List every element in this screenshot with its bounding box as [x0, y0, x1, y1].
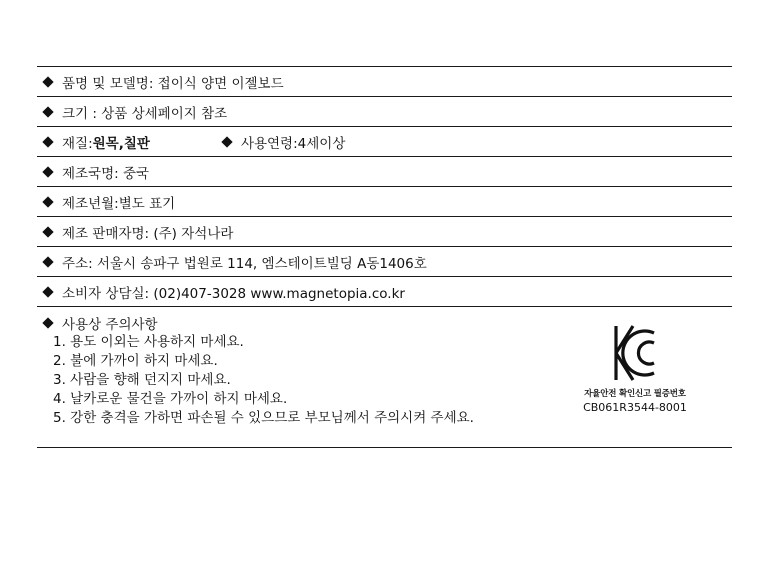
material-label: 재질:	[62, 135, 93, 152]
manufacture-date-text: 제조년월:별도 표기	[62, 195, 176, 212]
info-row-manufacture-date	[37, 186, 732, 216]
caution-item: 3. 사람을 향해 던지지 마세요.	[53, 372, 231, 388]
size-text: 크기 : 상품 상세페이지 참조	[62, 105, 228, 122]
info-row-model	[37, 66, 732, 96]
country-text: 제조국명: 중국	[62, 165, 150, 182]
diamond-bullet-icon	[42, 76, 53, 87]
seller-text: 제조 판매자명: (주) 자석나라	[62, 225, 234, 242]
diamond-bullet-icon	[42, 196, 53, 207]
material-value: 원목,칠판	[92, 135, 150, 152]
age-text: 사용연령:4세이상	[240, 135, 346, 152]
kc-certification-title: 자율안전 확인신고 필증번호	[584, 389, 686, 399]
info-row-country	[37, 156, 732, 186]
kc-certification	[570, 323, 700, 414]
diamond-bullet-icon	[42, 136, 53, 147]
contact-text: 소비자 상담실: (02)407-3028 www.magnetopia.co.kr	[62, 285, 405, 302]
diamond-bullet-icon	[221, 136, 232, 147]
info-row-address	[37, 246, 732, 276]
diamond-bullet-icon	[42, 286, 53, 297]
caution-section	[37, 306, 732, 448]
info-row-size	[37, 96, 732, 126]
caution-item: 2. 불에 가까이 하지 마세요.	[53, 353, 218, 369]
caution-item: 1. 용도 이외는 사용하지 마세요.	[53, 334, 244, 350]
kc-mark-icon	[613, 323, 657, 383]
diamond-bullet-icon	[42, 317, 53, 328]
kc-certification-code: CB061R3544-8001	[583, 401, 687, 414]
caution-item: 4. 날카로운 물건을 가까이 하지 마세요.	[53, 391, 288, 407]
diamond-bullet-icon	[42, 106, 53, 117]
diamond-bullet-icon	[42, 256, 53, 267]
info-row-seller	[37, 216, 732, 246]
diamond-bullet-icon	[42, 226, 53, 237]
address-text: 주소: 서울시 송파구 법원로 114, 엠스테이트빌딩 A동1406호	[62, 255, 427, 272]
model-text: 품명 및 모델명: 접이식 양면 이젤보드	[62, 75, 284, 92]
product-info-sheet	[37, 66, 732, 448]
info-row-contact	[37, 276, 732, 306]
diamond-bullet-icon	[42, 166, 53, 177]
info-row-material	[37, 126, 732, 156]
caution-item: 5. 강한 충격을 가하면 파손될 수 있으므로 부모님께서 주의시켜 주세요.	[53, 410, 474, 426]
caution-title: 사용상 주의사항	[62, 317, 158, 333]
